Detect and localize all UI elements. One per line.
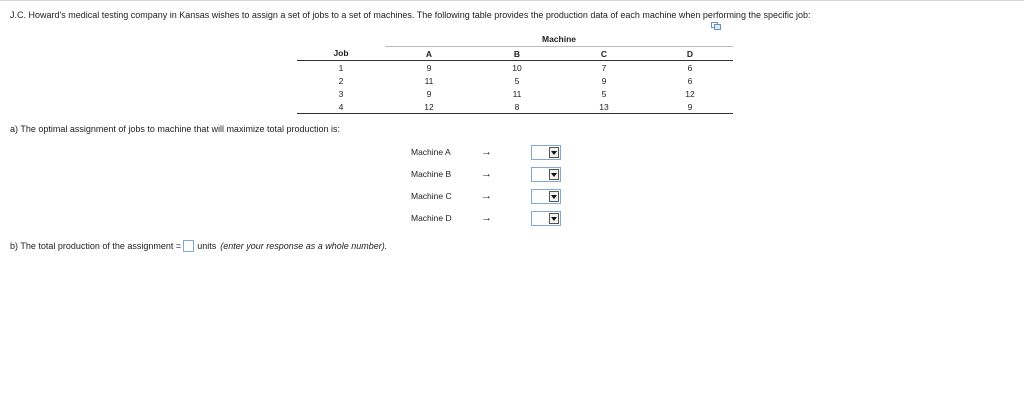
value-cell: 9 (647, 100, 733, 114)
chevron-down-icon[interactable] (549, 191, 559, 202)
machine-group-header: Machine (385, 32, 733, 47)
chevron-down-icon[interactable] (549, 169, 559, 180)
assignment-label: Machine D (411, 213, 452, 223)
assignment-row-b (411, 166, 561, 182)
total-production-input[interactable] (183, 240, 194, 252)
part-b-units: units (197, 241, 217, 251)
part-b-hint: (enter your response as a whole number). (220, 241, 388, 251)
machine-a-header: A (385, 47, 473, 61)
job-select-b[interactable] (531, 167, 561, 182)
value-cell: 9 (601, 75, 607, 86)
part-b-prefix: b) The total production of the assignment = (10, 241, 182, 251)
assignment-label: Machine A (411, 147, 451, 157)
value-cell: 6 (687, 75, 693, 86)
job-select-a[interactable] (531, 145, 561, 160)
assignment-row-d (411, 210, 561, 226)
value-cell: 11 (424, 75, 434, 86)
table-row (297, 100, 733, 114)
copy-icon[interactable] (711, 22, 721, 30)
job-header: Job (297, 47, 385, 61)
arrow-icon: → (481, 168, 492, 180)
job-cell: 3 (338, 88, 344, 99)
chevron-down-icon[interactable] (549, 147, 559, 158)
value-cell: 12 (685, 88, 695, 99)
value-cell: 10 (512, 62, 522, 73)
job-cell: 4 (297, 100, 385, 114)
value-cell: 13 (561, 100, 647, 114)
arrow-icon: → (481, 146, 492, 158)
value-cell: 12 (385, 100, 473, 114)
value-cell: 9 (426, 88, 432, 99)
job-select-c[interactable] (531, 189, 561, 204)
job-cell: 2 (338, 75, 344, 86)
assignment-row-a (411, 144, 561, 160)
top-divider (0, 0, 1024, 1)
value-cell: 11 (512, 88, 522, 99)
table-row (297, 87, 733, 100)
assignment-label: Machine C (411, 191, 452, 201)
value-cell: 9 (426, 62, 432, 73)
job-cell: 1 (338, 62, 344, 73)
value-cell: 8 (473, 100, 561, 114)
table-row (297, 74, 733, 87)
value-cell: 7 (601, 62, 607, 73)
arrow-icon: → (481, 212, 492, 224)
value-cell: 5 (514, 75, 520, 86)
job-select-d[interactable] (531, 211, 561, 226)
arrow-icon: → (481, 190, 492, 202)
assignment-row-c (411, 188, 561, 204)
production-table (297, 32, 733, 114)
table-row (297, 61, 733, 75)
value-cell: 5 (601, 88, 607, 99)
part-a-text: a) The optimal assignment of jobs to machine that will maximize total production is: (10, 124, 340, 134)
part-b-row (10, 240, 387, 252)
value-cell: 6 (687, 62, 693, 73)
machine-c-header: C (561, 47, 647, 61)
chevron-down-icon[interactable] (549, 213, 559, 224)
machine-b-header: B (473, 47, 561, 61)
machine-d-header: D (647, 47, 733, 61)
assignment-label: Machine B (411, 169, 452, 179)
question-prompt: J.C. Howard's medical testing company in Kansas wishes to assign a set of jobs to a set of machines. The following table provides the production data of each machine when performing the specific job: (10, 10, 811, 20)
